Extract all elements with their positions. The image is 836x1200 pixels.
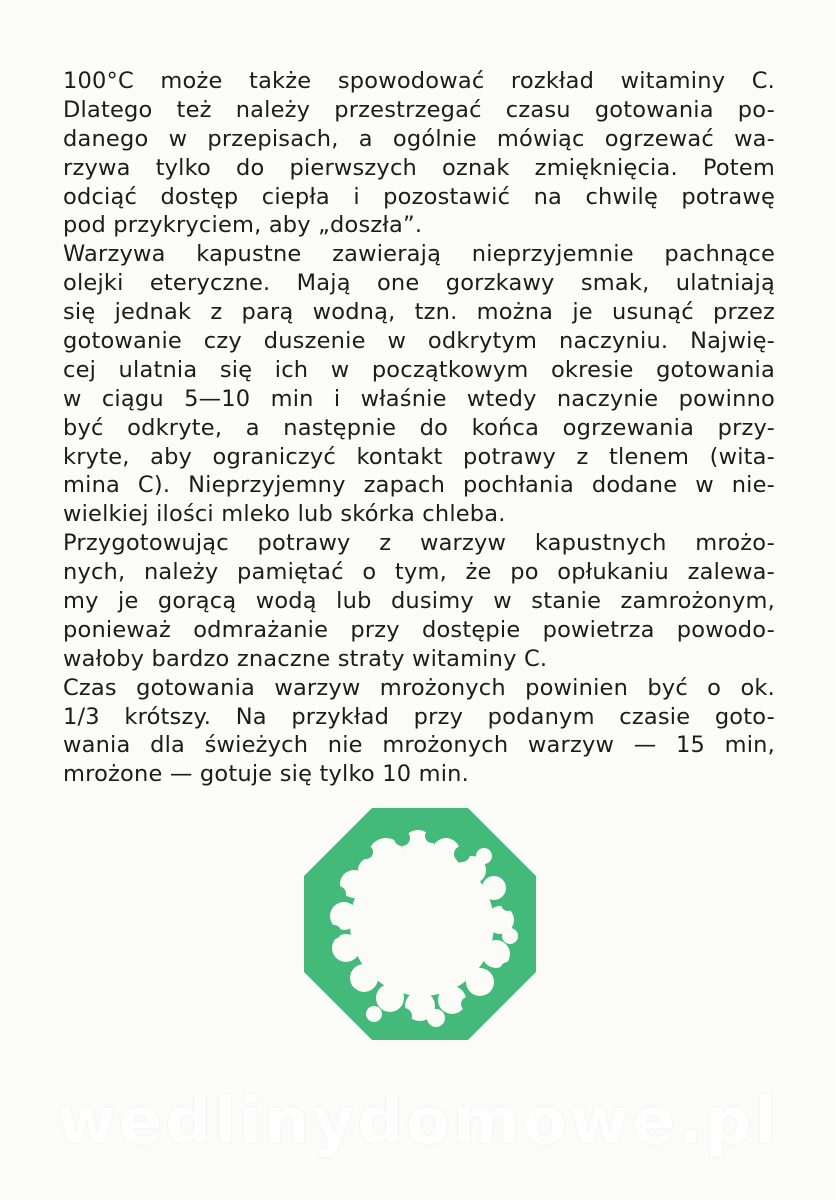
body-text — [63, 67, 775, 789]
text-line: Przygotowując potrawy z warzyw kapustnych mrożo- — [63, 530, 775, 557]
text-line: cej ulatnia się ich w początkowym okresie gotowania — [63, 356, 775, 383]
text-line: Czas gotowania warzyw mrożonych powinien być o ok. — [63, 674, 775, 701]
text-line: rzywa tylko do pierwszych oznak zmięknięcia. Potem — [63, 154, 775, 181]
text-line: 1/3 krótszy. Na przykład przy podanym czasie goto- — [63, 703, 775, 730]
text-line: kryte, aby ograniczyć kontakt potrawy z tlenem (wita- — [63, 443, 775, 470]
text-line: mrożone — gotuje się tylko 10 min. — [63, 761, 469, 788]
text-line: gotowanie czy duszenie w odkrytym naczyniu. Najwię- — [63, 328, 775, 355]
text-line: wania dla świeżych nie mrożonych warzyw — 15 min, — [63, 732, 775, 759]
text-line: my je gorącą wodą lub dusimy w stanie zamrożonym, — [63, 588, 775, 615]
text-line: Warzywa kapustne zawierają nieprzyjemnie pachnące — [63, 241, 775, 268]
text-line: wielkiej ilości mleko lub skórka chleba. — [63, 501, 506, 528]
text-line: mina C). Nieprzyjemny zapach pochłania dodane w nie- — [63, 472, 775, 499]
text-line: nych, należy pamiętać o tym, że po opłukaniu zalewa- — [63, 559, 775, 586]
text-line: olejki eteryczne. Mają one gorzkawy smak, ulatniają — [63, 270, 775, 297]
text-line: wałoby bardzo znaczne straty witaminy C. — [63, 645, 548, 672]
green-octagon-snowflake-icon — [304, 808, 536, 1040]
text-line: w ciągu 5—10 min i właśnie wtedy naczynie powinno — [63, 385, 775, 412]
text-line: odciąć dostęp ciepła i pozostawić na chwilę potrawę — [63, 183, 775, 210]
text-line: 100°C może także spowodować rozkład witaminy C. — [63, 68, 775, 94]
text-line: pod przykryciem, aby „doszła”. — [63, 212, 423, 239]
text-line: się jednak z parą wodną, tzn. można je usunąć przez — [63, 299, 775, 326]
text-line: ponieważ odmrażanie przy dostępie powietrza powodo- — [63, 616, 775, 643]
text-line: danego w przepisach, a ogólnie mówiąc ogrzewać wa- — [63, 125, 775, 152]
text-line: Dlatego też należy przestrzegać czasu gotowania po- — [63, 96, 775, 123]
text-line: być odkryte, a następnie do końca ogrzewania przy- — [63, 414, 775, 441]
watermark-text: wedlinydomowe.pl — [56, 1085, 780, 1159]
